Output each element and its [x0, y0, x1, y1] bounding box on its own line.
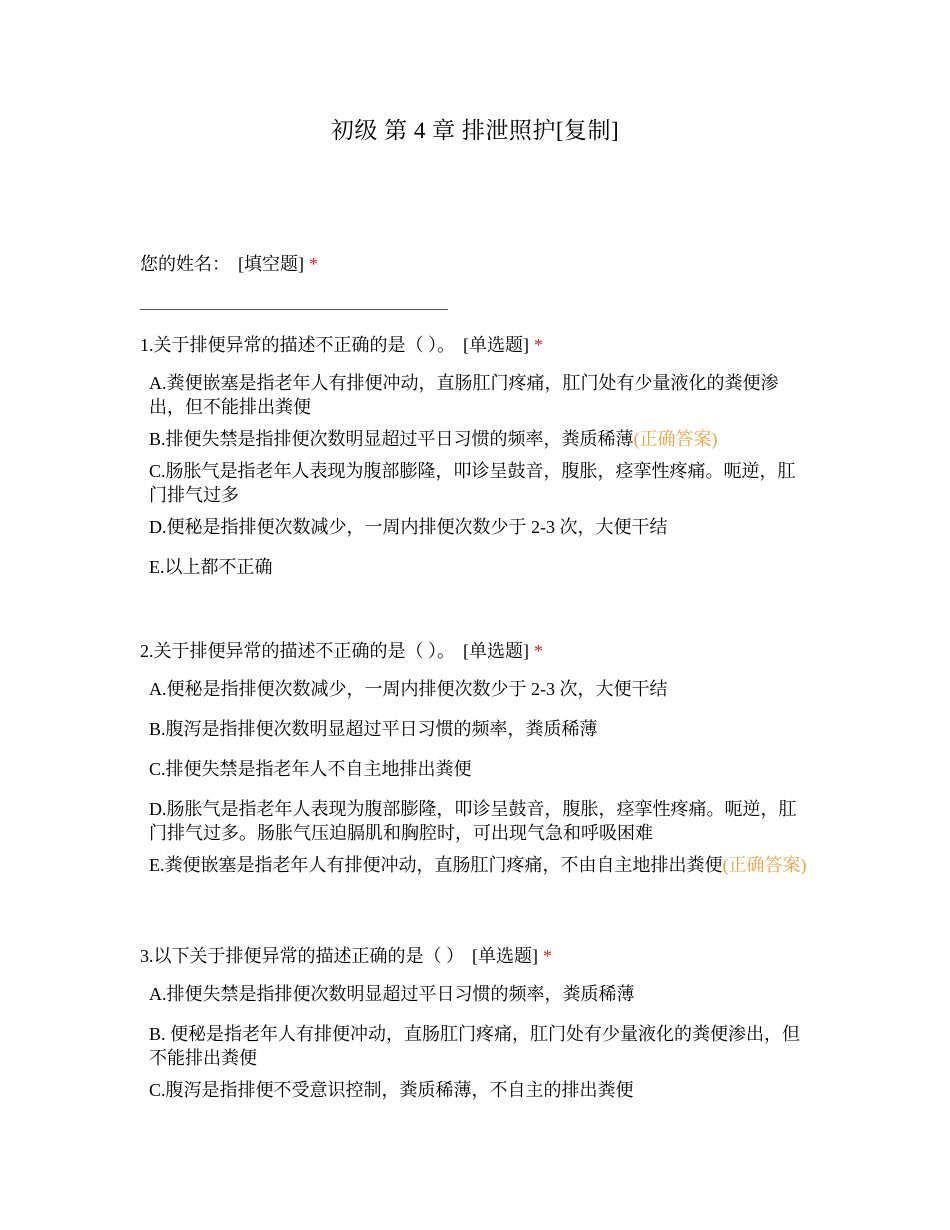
question-3	[140, 944, 820, 1118]
option-text: D.便秘是指排便次数减少，一周内排便次数少于 2-3 次，大便干结	[149, 517, 668, 537]
name-question-line	[140, 252, 820, 276]
option-c[interactable]	[149, 1078, 809, 1102]
option-list	[140, 677, 809, 877]
name-question-label: 您的姓名：	[140, 254, 230, 274]
question-2	[140, 639, 820, 885]
option-list	[140, 371, 809, 579]
option-b[interactable]	[149, 427, 809, 451]
question-title: 1.关于排便异常的描述不正确的是（ ）。	[140, 335, 455, 355]
question-title: 3.以下关于排便异常的描述正确的是（ ）	[140, 946, 464, 966]
option-text: C.腹泻是指排便不受意识控制，粪质稀薄，不自主的排出粪便	[149, 1080, 634, 1100]
option-b[interactable]	[149, 717, 809, 741]
required-mark: *	[534, 335, 543, 355]
option-a[interactable]	[149, 371, 809, 419]
name-question-type: [填空题]	[238, 254, 304, 274]
option-c[interactable]	[149, 459, 809, 507]
option-d[interactable]	[149, 797, 809, 845]
option-text: E.粪便嵌塞是指老年人有排便冲动，直肠肛门疼痛，不由自主地排出粪便	[149, 855, 723, 875]
question-type: [单选题]	[472, 946, 538, 966]
option-list	[140, 982, 809, 1102]
name-answer-line	[140, 309, 448, 310]
question-title: 2.关于排便异常的描述不正确的是（ ）。	[140, 641, 455, 661]
name-question	[140, 252, 820, 310]
option-text: A.排便失禁是指排便次数明显超过平日习惯的频率，粪质稀薄	[149, 984, 635, 1004]
question-1	[140, 333, 820, 595]
option-text: B.腹泻是指排便次数明显超过平日习惯的频率，粪质稀薄	[149, 719, 598, 739]
option-text: E.以上都不正确	[149, 557, 273, 577]
page-title: 初级 第 4 章 排泄照护[复制]	[330, 118, 620, 143]
correct-answer-tag: (正确答案)	[633, 429, 718, 449]
correct-answer-tag: (正确答案)	[722, 855, 807, 875]
question-title-line	[140, 639, 820, 663]
option-a[interactable]	[149, 982, 809, 1006]
required-mark: *	[534, 641, 543, 661]
question-title-line	[140, 944, 820, 968]
option-text: B.排便失禁是指排便次数明显超过平日习惯的频率，粪质稀薄	[149, 429, 634, 449]
option-b[interactable]	[149, 1022, 809, 1070]
option-text: C.肠胀气是指老年人表现为腹部膨隆，叩诊呈鼓音，腹胀，痉挛性疼痛。呃逆，肛门排气过多	[149, 461, 796, 505]
option-text: C.排便失禁是指老年人不自主地排出粪便	[149, 759, 472, 779]
question-type: [单选题]	[463, 335, 529, 355]
option-a[interactable]	[149, 677, 809, 701]
option-c[interactable]	[149, 757, 809, 781]
option-text: A.便秘是指排便次数减少，一周内排便次数少于 2-3 次，大便干结	[149, 679, 668, 699]
option-text: A.粪便嵌塞是指老年人有排便冲动，直肠肛门疼痛，肛门处有少量液化的粪便渗出，但不能排出粪便	[149, 373, 779, 417]
option-e[interactable]	[149, 555, 809, 579]
question-title-line	[140, 333, 820, 357]
option-text: D.肠胀气是指老年人表现为腹部膨隆，叩诊呈鼓音，腹胀，痉挛性疼痛。呃逆，肛门排气过多。肠胀气压迫膈肌和胸腔时，可出现气急和呼吸困难	[149, 799, 797, 843]
option-d[interactable]	[149, 515, 809, 539]
required-mark: *	[543, 946, 552, 966]
question-type: [单选题]	[463, 641, 529, 661]
option-e[interactable]	[149, 853, 809, 877]
option-text: B. 便秘是指老年人有排便冲动，直肠肛门疼痛，肛门处有少量液化的粪便渗出，但不能排出粪便	[149, 1024, 801, 1068]
required-mark: *	[309, 254, 318, 274]
